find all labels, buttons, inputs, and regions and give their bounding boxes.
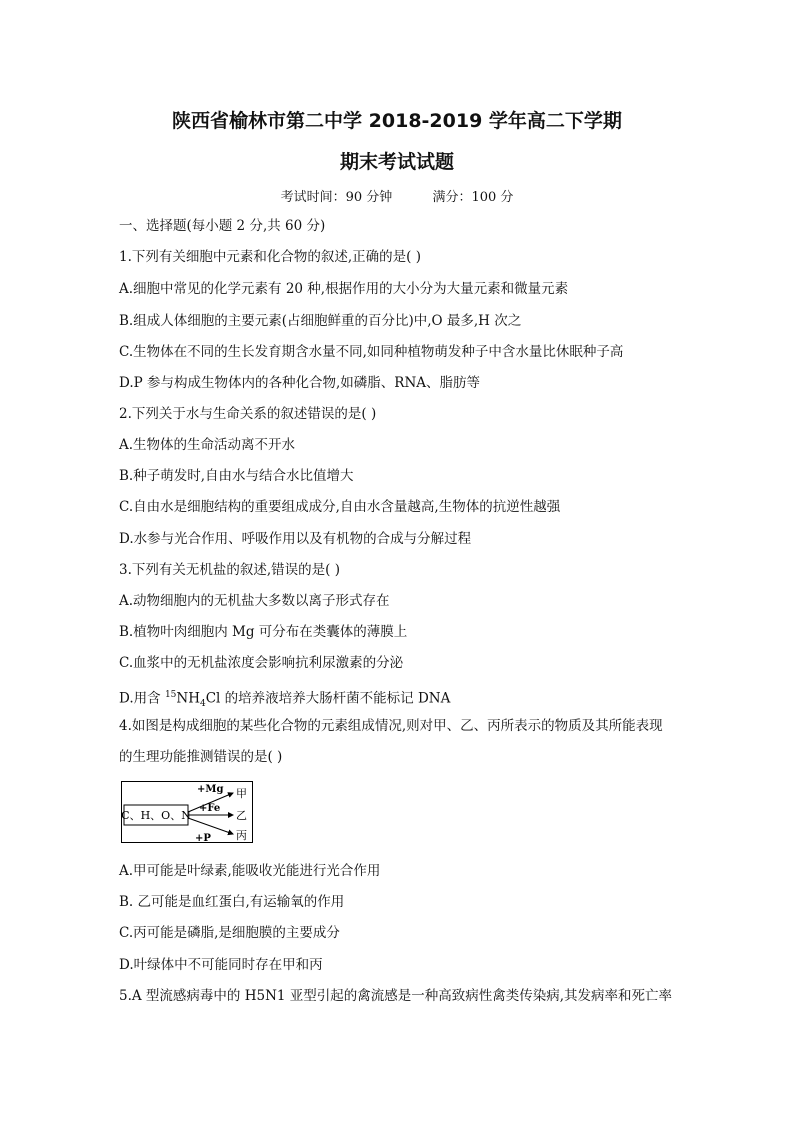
q4-stem-line1: 4.如图是构成细胞的某些化合物的元素组成情况,则对甲、乙、丙所表示的物质及其所能表现: [119, 718, 663, 734]
p-label: +P: [195, 833, 211, 843]
full-score: 满分：100 分: [432, 190, 514, 205]
q2-option-b: B.种子萌发时,自由水与结合水比值增大: [119, 468, 354, 484]
q5-stem-line1: 5.A 型流感病毒中的 H5N1 亚型引起的禽流感是一种高致病性禽类传染病,其发病率和死亡率: [119, 988, 673, 1004]
q2-option-a: A.生物体的生命活动离不开水: [119, 437, 296, 453]
q2-stem: 2.下列关于水与生命关系的叙述错误的是( ): [119, 406, 377, 422]
mg-label: +Mg: [197, 784, 224, 795]
q3-option-d: D.用含 $^{15}NH_4Cl$ 的培养液培养大肠杆菌不能标记 DNA: [119, 690, 451, 710]
q2-option-d: D.水参与光合作用、呼吸作用以及有机物的合成与分解过程: [119, 531, 472, 547]
q1-option-a: A.细胞中常见的化学元素有 20 种,根据作用的大小分为大量元素和微量元素: [119, 281, 569, 297]
exam-title-line1: 陕西省榆林市第二中学 2018-2019 学年高二下学期: [172, 110, 622, 132]
q1-option-b: B.组成人体细胞的主要元素(占细胞鲜重的百分比)中,O 最多,H 次之: [119, 313, 522, 329]
q3-option-b: B.植物叶肉细胞内 Mg 可分布在类囊体的薄膜上: [119, 624, 408, 640]
q4-option-d: D.叶绿体中不可能同时存在甲和丙: [119, 957, 323, 973]
output-jia: 甲: [236, 787, 247, 800]
output-bing: 丙: [236, 829, 247, 842]
q2-option-c: C.自由水是细胞结构的重要组成成分,自由水含量越高,生物体的抗逆性越强: [119, 499, 561, 515]
section-heading: 一、选择题(每小题 2 分,共 60 分): [119, 218, 326, 234]
output-yi: 乙: [236, 809, 247, 822]
element-composition-diagram: [121, 781, 253, 843]
q3-stem: 3.下列有关无机盐的叙述,错误的是( ): [119, 562, 340, 578]
q4-option-b: B. 乙可能是血红蛋白,有运输氧的作用: [119, 894, 345, 910]
exam-meta: [0, 186, 794, 205]
q4-option-c: C.丙可能是磷脂,是细胞膜的主要成分: [119, 925, 340, 941]
q1-option-d: D.P 参与构成生物体内的各种化合物,如磷脂、RNA、脂肪等: [119, 375, 481, 391]
q4-option-a: A.甲可能是叶绿素,能吸收光能进行光合作用: [119, 863, 381, 879]
q1-option-c: C.生物体在不同的生长发育期含水量不同,如同种植物萌发种子中含水量比休眠种子高: [119, 344, 624, 360]
q3-option-c: C.血浆中的无机盐浓度会影响抗利尿激素的分泌: [119, 655, 404, 671]
fe-label: +Fe: [199, 803, 221, 814]
diagram-source-label: C、H、O、N: [121, 809, 191, 822]
q4-stem-line2: 的生理功能推测错误的是( ): [119, 749, 283, 765]
exam-title-line2: 期末考试试题: [339, 151, 454, 173]
exam-time: 考试时间：90 分钟: [280, 190, 393, 205]
q3-option-a: A.动物细胞内的无机盐大多数以离子形式存在: [119, 593, 390, 609]
q1-stem: 1.下列有关细胞中元素和化合物的叙述,正确的是( ): [119, 249, 421, 265]
